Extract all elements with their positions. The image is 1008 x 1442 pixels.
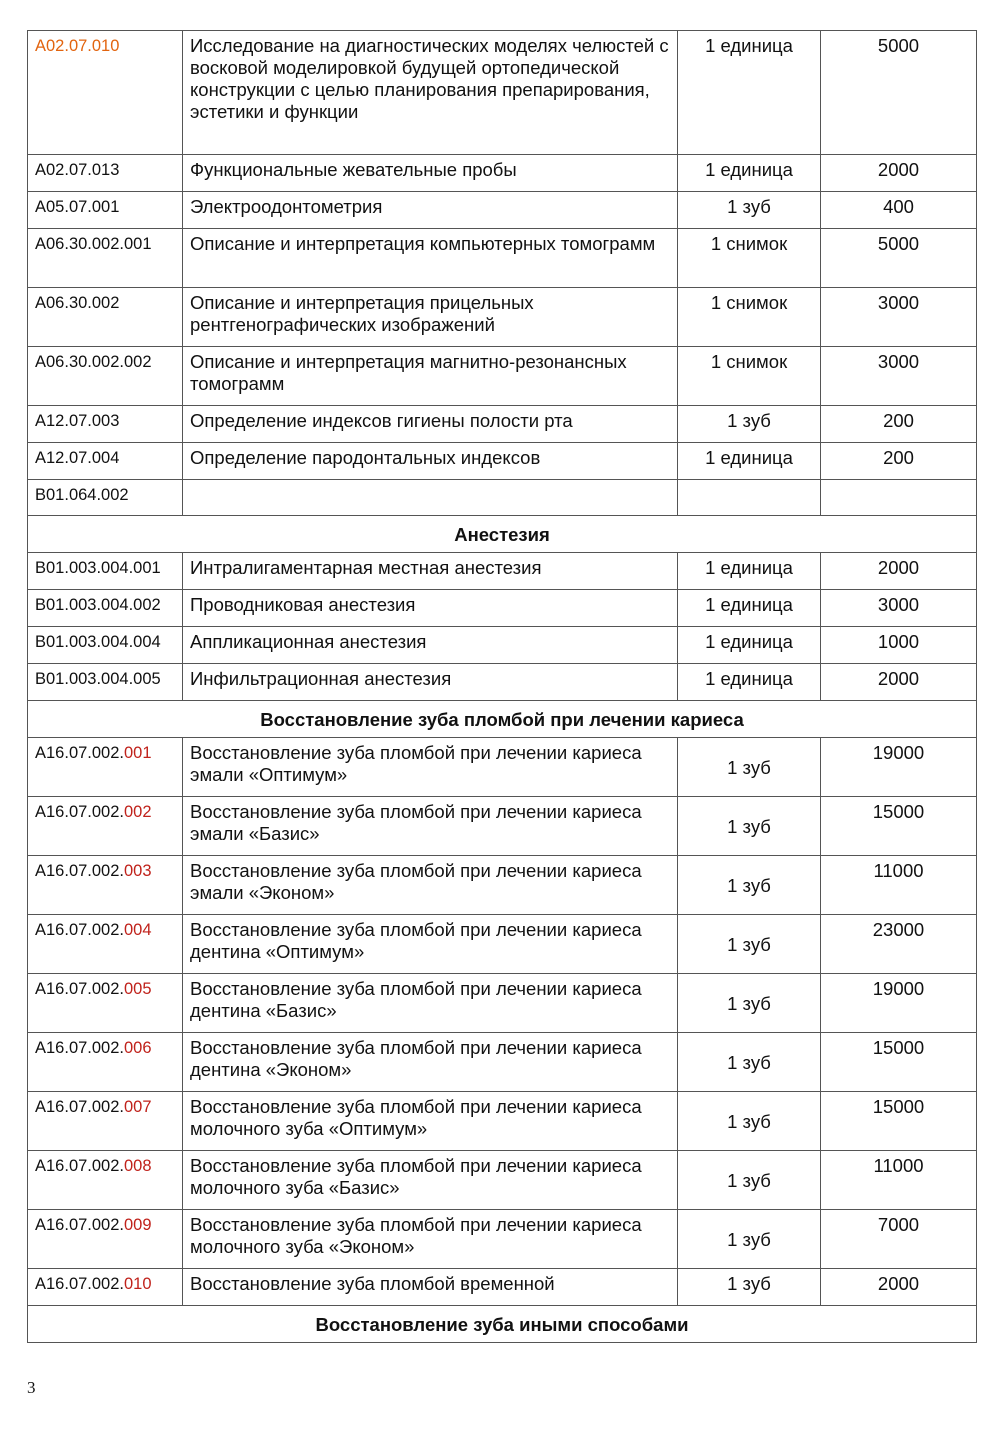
service-code-prefix: A16.07.002. xyxy=(35,980,124,998)
table-row xyxy=(28,856,977,915)
service-price: 19000 xyxy=(821,974,977,1033)
table-row xyxy=(28,1151,977,1210)
service-code-prefix: A16.07.002. xyxy=(35,1098,124,1116)
table-row xyxy=(28,480,977,516)
service-unit: 1 зуб xyxy=(678,1151,821,1210)
service-unit: 1 зуб xyxy=(678,1033,821,1092)
service-name: Восстановление зуба пломбой при лечении кариеса молочного зуба «Эконом» xyxy=(183,1210,678,1269)
service-name: Функциональные жевательные пробы xyxy=(183,155,678,192)
section-header-row xyxy=(28,701,977,738)
table-row xyxy=(28,627,977,664)
table-row xyxy=(28,797,977,856)
service-code-suffix: 009 xyxy=(124,1216,152,1234)
service-code-prefix: A16.07.002. xyxy=(35,921,124,939)
service-price: 15000 xyxy=(821,1092,977,1151)
service-code-suffix: 003 xyxy=(124,862,152,880)
service-code xyxy=(28,1033,183,1092)
service-code xyxy=(28,974,183,1033)
service-name: Описание и интерпретация магнитно-резонансных томограмм xyxy=(183,347,678,406)
service-unit: 1 единица xyxy=(678,664,821,701)
service-price: 5000 xyxy=(821,31,977,155)
table-row xyxy=(28,974,977,1033)
service-code-prefix: B01.003.004.004 xyxy=(35,633,161,651)
table-row xyxy=(28,1269,977,1306)
service-price: 2000 xyxy=(821,1269,977,1306)
service-name: Определение индексов гигиены полости рта xyxy=(183,406,678,443)
service-code-prefix: A05.07.001 xyxy=(35,198,120,216)
table-row xyxy=(28,288,977,347)
service-code xyxy=(28,664,183,701)
service-name: Исследование на диагностических моделях челюстей с восковой моделировкой будущей ортопедической конструкции с целью планирования препарирования, эстетики и функции xyxy=(183,31,678,155)
service-name: Восстановление зуба пломбой при лечении кариеса эмали «Оптимум» xyxy=(183,738,678,797)
table-row xyxy=(28,915,977,974)
table-row xyxy=(28,590,977,627)
service-price: 11000 xyxy=(821,1151,977,1210)
service-name: Восстановление зуба пломбой при лечении кариеса эмали «Базис» xyxy=(183,797,678,856)
table-row xyxy=(28,347,977,406)
service-code xyxy=(28,192,183,229)
service-unit: 1 зуб xyxy=(678,797,821,856)
service-price: 2000 xyxy=(821,155,977,192)
service-code xyxy=(28,1092,183,1151)
service-name: Описание и интерпретация компьютерных томограмм xyxy=(183,229,678,288)
service-unit: 1 зуб xyxy=(678,192,821,229)
section-title: Восстановление зуба иными способами xyxy=(28,1306,977,1343)
service-name: Восстановление зуба пломбой при лечении кариеса молочного зуба «Оптимум» xyxy=(183,1092,678,1151)
table-row xyxy=(28,229,977,288)
service-code-prefix: A12.07.004 xyxy=(35,449,120,467)
service-code-prefix: A12.07.003 xyxy=(35,412,120,430)
table-row xyxy=(28,406,977,443)
service-code-prefix: A16.07.002. xyxy=(35,862,124,880)
table-row xyxy=(28,738,977,797)
service-code-suffix: 010 xyxy=(124,1275,152,1293)
service-code xyxy=(28,1151,183,1210)
service-name: Проводниковая анестезия xyxy=(183,590,678,627)
service-price xyxy=(821,480,977,516)
service-unit: 1 снимок xyxy=(678,347,821,406)
service-code xyxy=(28,797,183,856)
service-name: Определение пародонтальных индексов xyxy=(183,443,678,480)
service-unit: 1 единица xyxy=(678,155,821,192)
service-code-prefix: A06.30.002.002 xyxy=(35,353,152,371)
price-table xyxy=(27,30,977,1343)
service-name: Интралигаментарная местная анестезия xyxy=(183,553,678,590)
table-row xyxy=(28,155,977,192)
service-code xyxy=(28,915,183,974)
table-row xyxy=(28,443,977,480)
service-code-prefix: A16.07.002. xyxy=(35,744,124,762)
service-name: Восстановление зуба пломбой при лечении кариеса дентина «Оптимум» xyxy=(183,915,678,974)
service-name: Аппликационная анестезия xyxy=(183,627,678,664)
service-code xyxy=(28,155,183,192)
service-price: 23000 xyxy=(821,915,977,974)
service-code xyxy=(28,31,183,155)
service-code-suffix: 002 xyxy=(124,803,152,821)
price-table-body xyxy=(28,31,977,1343)
service-price: 5000 xyxy=(821,229,977,288)
service-name xyxy=(183,480,678,516)
service-price: 400 xyxy=(821,192,977,229)
service-code xyxy=(28,443,183,480)
service-code xyxy=(28,856,183,915)
service-code-suffix: 007 xyxy=(124,1098,152,1116)
service-price: 11000 xyxy=(821,856,977,915)
service-unit: 1 зуб xyxy=(678,1210,821,1269)
service-name: Электроодонтометрия xyxy=(183,192,678,229)
service-price: 200 xyxy=(821,443,977,480)
service-code-prefix: A16.07.002. xyxy=(35,803,124,821)
service-unit: 1 зуб xyxy=(678,406,821,443)
service-code xyxy=(28,347,183,406)
service-name: Описание и интерпретация прицельных рентгенографических изображений xyxy=(183,288,678,347)
table-row xyxy=(28,1092,977,1151)
service-price: 15000 xyxy=(821,1033,977,1092)
service-unit: 1 единица xyxy=(678,31,821,155)
service-code xyxy=(28,406,183,443)
table-row xyxy=(28,1210,977,1269)
section-header-row xyxy=(28,1306,977,1343)
service-code-prefix: A06.30.002.001 xyxy=(35,235,152,253)
service-code xyxy=(28,480,183,516)
service-code-prefix: A16.07.002. xyxy=(35,1039,124,1057)
service-unit xyxy=(678,480,821,516)
service-code xyxy=(28,288,183,347)
table-row xyxy=(28,553,977,590)
service-code-prefix: B01.003.004.005 xyxy=(35,670,161,688)
service-price: 2000 xyxy=(821,553,977,590)
service-code-prefix: A16.07.002. xyxy=(35,1275,124,1293)
service-code-prefix: A16.07.002. xyxy=(35,1157,124,1175)
service-code-prefix: A16.07.002. xyxy=(35,1216,124,1234)
section-title: Восстановление зуба пломбой при лечении кариеса xyxy=(28,701,977,738)
service-name: Восстановление зуба пломбой временной xyxy=(183,1269,678,1306)
service-price: 200 xyxy=(821,406,977,443)
service-unit: 1 зуб xyxy=(678,856,821,915)
service-price: 3000 xyxy=(821,288,977,347)
service-unit: 1 зуб xyxy=(678,974,821,1033)
service-unit: 1 зуб xyxy=(678,1092,821,1151)
service-name: Восстановление зуба пломбой при лечении кариеса молочного зуба «Базис» xyxy=(183,1151,678,1210)
service-unit: 1 зуб xyxy=(678,738,821,797)
service-code xyxy=(28,738,183,797)
service-code-suffix: 005 xyxy=(124,980,152,998)
service-code-suffix: 001 xyxy=(124,744,152,762)
service-code xyxy=(28,229,183,288)
service-price: 15000 xyxy=(821,797,977,856)
service-code-suffix: 006 xyxy=(124,1039,152,1057)
table-row xyxy=(28,1033,977,1092)
service-code xyxy=(28,1210,183,1269)
service-price: 2000 xyxy=(821,664,977,701)
service-unit: 1 зуб xyxy=(678,1269,821,1306)
service-code xyxy=(28,627,183,664)
page-number: 3 xyxy=(27,1378,36,1397)
service-name: Инфильтрационная анестезия xyxy=(183,664,678,701)
table-row xyxy=(28,664,977,701)
service-unit: 1 единица xyxy=(678,443,821,480)
service-code xyxy=(28,590,183,627)
service-code-prefix: A06.30.002 xyxy=(35,294,120,312)
service-code xyxy=(28,1269,183,1306)
table-row xyxy=(28,192,977,229)
service-code-prefix: B01.003.004.002 xyxy=(35,596,161,614)
service-code-prefix: A02.07.010 xyxy=(35,37,120,55)
service-code-prefix: A02.07.013 xyxy=(35,161,120,179)
service-code-suffix: 004 xyxy=(124,921,152,939)
service-price: 19000 xyxy=(821,738,977,797)
service-unit: 1 снимок xyxy=(678,288,821,347)
service-price: 7000 xyxy=(821,1210,977,1269)
service-price: 3000 xyxy=(821,347,977,406)
service-code xyxy=(28,553,183,590)
service-code-prefix: B01.003.004.001 xyxy=(35,559,161,577)
section-header-row xyxy=(28,516,977,553)
service-price: 1000 xyxy=(821,627,977,664)
service-unit: 1 единица xyxy=(678,627,821,664)
service-name: Восстановление зуба пломбой при лечении кариеса дентина «Эконом» xyxy=(183,1033,678,1092)
table-row xyxy=(28,31,977,155)
service-unit: 1 единица xyxy=(678,590,821,627)
service-price: 3000 xyxy=(821,590,977,627)
service-unit: 1 зуб xyxy=(678,915,821,974)
service-name: Восстановление зуба пломбой при лечении кариеса эмали «Эконом» xyxy=(183,856,678,915)
service-code-suffix: 008 xyxy=(124,1157,152,1175)
section-title: Анестезия xyxy=(28,516,977,553)
service-code-prefix: B01.064.002 xyxy=(35,486,129,504)
service-unit: 1 единица xyxy=(678,553,821,590)
service-unit: 1 снимок xyxy=(678,229,821,288)
service-name: Восстановление зуба пломбой при лечении кариеса дентина «Базис» xyxy=(183,974,678,1033)
